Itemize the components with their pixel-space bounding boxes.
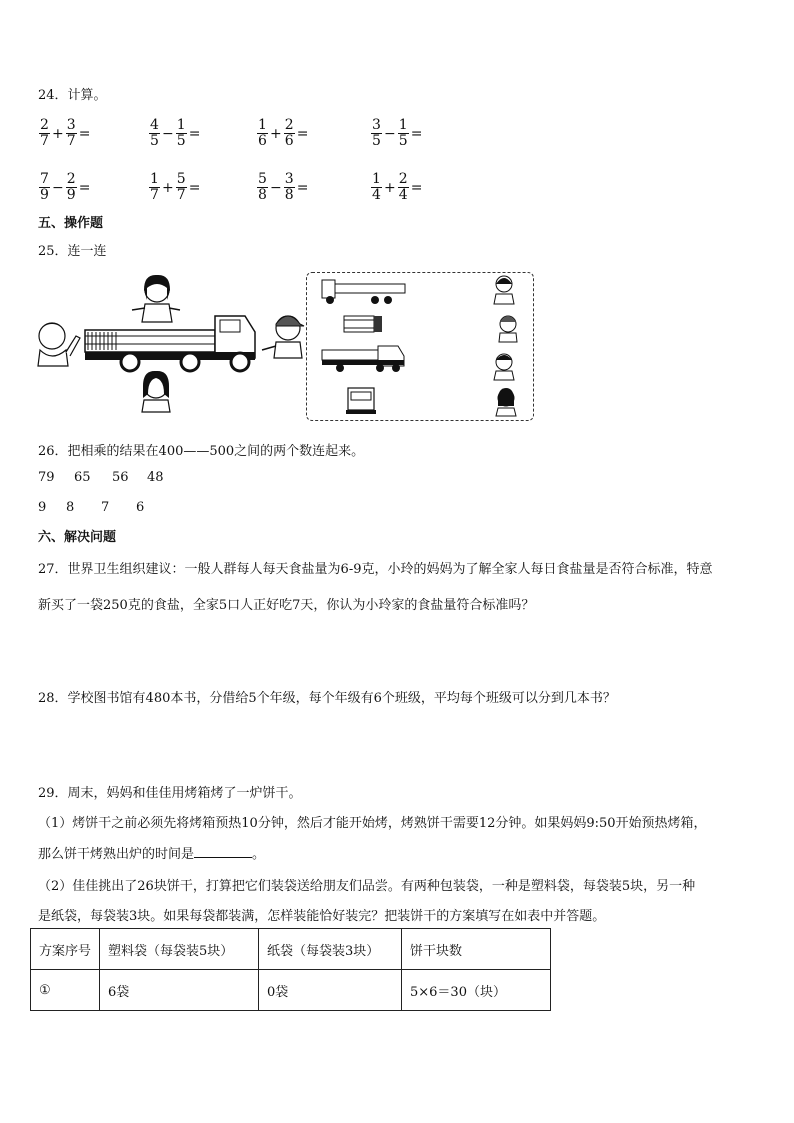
numerator: 2 — [398, 171, 408, 187]
child-left-figure — [38, 323, 80, 366]
plan-table — [30, 928, 551, 1011]
fraction — [257, 118, 268, 149]
denominator: 7 — [66, 133, 76, 149]
q29-part1-end: 。 — [252, 847, 266, 862]
fraction — [39, 118, 50, 149]
numerator: 2 — [284, 117, 294, 133]
q26-number: 6 — [136, 500, 145, 515]
numerator: 5 — [176, 171, 186, 187]
fraction — [284, 172, 295, 203]
q26-number: 48 — [147, 470, 164, 485]
table-cell: 0袋 — [259, 970, 402, 1011]
fraction — [398, 118, 409, 149]
denominator: 9 — [40, 187, 49, 203]
numerator: 1 — [150, 171, 159, 187]
operator: + — [270, 125, 282, 142]
denominator: 7 — [176, 187, 186, 203]
section-6-heading: 六、解决问题 — [38, 530, 117, 545]
table-header-cell: 方案序号 — [31, 929, 100, 970]
equals-sign: = — [410, 125, 423, 142]
numerator: 1 — [258, 117, 267, 133]
operator: − — [270, 179, 282, 196]
fraction — [176, 172, 187, 203]
q24-expression — [148, 118, 201, 149]
operator: − — [162, 125, 174, 142]
fraction — [66, 118, 77, 149]
fraction — [371, 118, 382, 149]
numerator: 2 — [40, 117, 49, 133]
denominator: 9 — [66, 187, 76, 203]
q26-number: 7 — [101, 500, 110, 515]
fraction — [149, 118, 160, 149]
numerator: 4 — [150, 117, 159, 133]
numerator: 1 — [398, 117, 408, 133]
equals-sign: = — [78, 179, 91, 196]
denominator: 5 — [176, 133, 186, 149]
fraction — [66, 172, 77, 203]
table-row — [31, 970, 551, 1011]
operator: + — [52, 125, 64, 142]
numerator: 3 — [284, 171, 294, 187]
girl-top-figure — [132, 275, 180, 322]
numerator: 7 — [40, 171, 49, 187]
equals-sign: = — [296, 179, 309, 196]
q29-part2-line1: （2）佳佳挑出了26块饼干，打算把它们装袋送给朋友们品尝。有两种包装袋，一种是塑料袋，每袋装5块，另一种 — [38, 879, 696, 894]
section-5-heading: 五、操作题 — [38, 216, 104, 231]
q29-part2-line2: 是纸袋，每袋装3块。如果每袋都装满，怎样装能恰好装完？把装饼干的方案填写在如表中并答题。 — [38, 909, 606, 924]
q26-title: 26．把相乘的结果在400——500之间的两个数连起来。 — [38, 444, 365, 459]
q24-expression — [256, 118, 309, 149]
q24-expression — [38, 118, 91, 149]
q29-part1-text: 那么饼干烤熟出炉的时间是 — [38, 847, 195, 862]
denominator: 8 — [258, 187, 267, 203]
q26-row2 — [38, 500, 144, 515]
denominator: 7 — [150, 187, 159, 203]
denominator: 5 — [372, 133, 381, 149]
numerator: 1 — [372, 171, 381, 187]
table-cell: 6袋 — [100, 970, 259, 1011]
equals-sign: = — [188, 125, 201, 142]
q29-part1-line2 — [38, 843, 265, 862]
q24-expression — [38, 172, 91, 203]
q29-title: 29．周末，妈妈和佳佳用烤箱烤了一炉饼干。 — [38, 786, 302, 801]
denominator: 4 — [372, 187, 381, 203]
denominator: 4 — [398, 187, 408, 203]
denominator: 5 — [150, 133, 159, 149]
q24-expression — [370, 118, 423, 149]
q27-line2: 新买了一袋250克的食盐，全家5口人正好吃7天，你认为小玲家的食盐量符合标准吗？ — [38, 598, 535, 613]
table-cell: ① — [31, 970, 100, 1011]
numerator: 5 — [258, 171, 267, 187]
denominator: 8 — [284, 187, 294, 203]
fraction — [39, 172, 50, 203]
table-header-cell: 纸袋（每袋装3块） — [259, 929, 402, 970]
fraction — [257, 172, 268, 203]
q26-number: 56 — [112, 470, 129, 485]
denominator: 6 — [258, 133, 267, 149]
q29-part1-line1: （1）烤饼干之前必须先将烤箱预热10分钟，然后才能开始烤，烤熟饼干需要12分钟。如果妈妈9:50开始预热烤箱， — [38, 816, 707, 831]
equals-sign: = — [78, 125, 91, 142]
operator: − — [384, 125, 396, 142]
equals-sign: = — [296, 125, 309, 142]
truck-side-view — [85, 316, 255, 371]
q26-number: 8 — [66, 500, 75, 515]
table-header-row — [31, 929, 551, 970]
boy-hat-figure — [262, 316, 304, 358]
q24-title: 24．计算。 — [38, 88, 107, 103]
view-options-box — [306, 272, 534, 421]
denominator: 6 — [284, 133, 294, 149]
table-header-cell: 饼干块数 — [402, 929, 551, 970]
q27-line1: 27．世界卫生组织建议：一般人群每人每天食盐量为6-9克，小玲的妈妈为了解全家人每日食盐量是否符合标准，特意 — [38, 562, 713, 577]
q26-number: 65 — [74, 470, 91, 485]
equals-sign: = — [410, 179, 423, 196]
q25-title: 25．连一连 — [38, 244, 107, 259]
q28-text: 28．学校图书馆有480本书，分借给5个年级，每个年级有6个班级，平均每个班级可以分到几本书？ — [38, 691, 616, 706]
operator: + — [162, 179, 174, 196]
table-cell: 5×6＝30（块） — [402, 970, 551, 1011]
answer-blank[interactable] — [194, 845, 252, 858]
numerator: 3 — [372, 117, 381, 133]
fraction — [398, 172, 409, 203]
girl-bottom-figure — [142, 371, 170, 412]
fraction — [371, 172, 382, 203]
q26-row1 — [38, 470, 164, 485]
fraction — [284, 118, 295, 149]
fraction — [149, 172, 160, 203]
q24-expression — [370, 172, 423, 203]
numerator: 3 — [66, 117, 76, 133]
q24-expression — [148, 172, 201, 203]
q26-number: 79 — [38, 470, 55, 485]
table-header-cell: 塑料袋（每袋装5块） — [100, 929, 259, 970]
denominator: 7 — [40, 133, 49, 149]
q24-expression — [256, 172, 309, 203]
denominator: 5 — [398, 133, 408, 149]
numerator: 2 — [66, 171, 76, 187]
q26-number: 9 — [38, 500, 47, 515]
operator: − — [52, 179, 64, 196]
equals-sign: = — [188, 179, 201, 196]
operator: + — [384, 179, 396, 196]
fraction — [176, 118, 187, 149]
numerator: 1 — [176, 117, 186, 133]
